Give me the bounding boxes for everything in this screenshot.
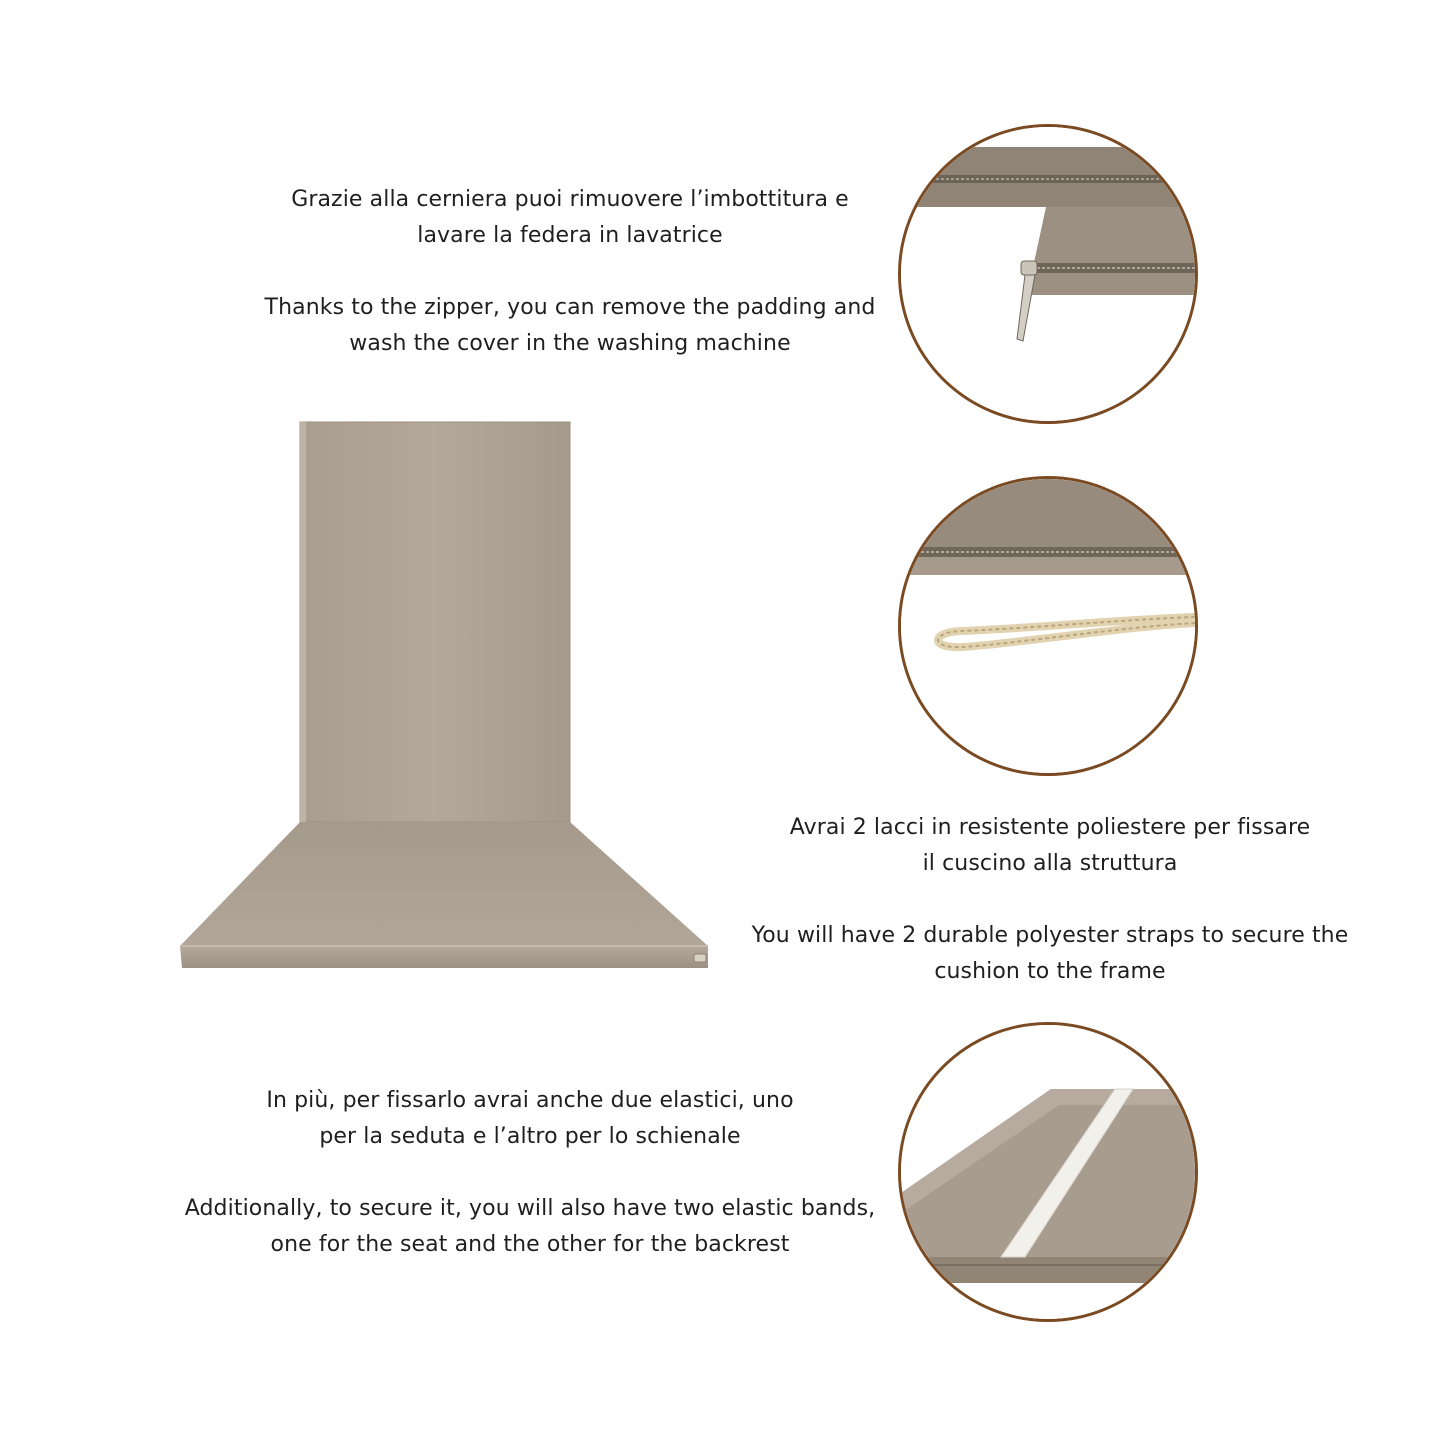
zipper-closeup-image bbox=[898, 124, 1198, 424]
lounger-cushion-image bbox=[178, 418, 718, 978]
zipper-italian-line2: lavare la federa in lavatrice bbox=[417, 223, 723, 248]
straps-english-line1: You will have 2 durable polyester straps to secure the bbox=[751, 923, 1349, 948]
zipper-english-line2: wash the cover in the washing machine bbox=[349, 331, 791, 356]
elastic-english-line1: Additionally, to secure it, you will also have two elastic bands, bbox=[184, 1196, 876, 1221]
straps-italian-line1: Avrai 2 lacci in resistente poliestere per fissare bbox=[789, 815, 1311, 840]
elastic-description bbox=[160, 1083, 900, 1263]
strap-closeup-image bbox=[898, 476, 1198, 776]
zipper-english-line1: Thanks to the zipper, you can remove the padding and bbox=[264, 295, 876, 320]
elastic-english-line2: one for the seat and the other for the backrest bbox=[270, 1232, 790, 1257]
straps-description bbox=[700, 810, 1400, 990]
zipper-italian-line1: Grazie alla cerniera puoi rimuovere l’imbottitura e bbox=[291, 187, 849, 212]
straps-italian-line2: il cuscino alla struttura bbox=[922, 851, 1178, 876]
elastic-italian-line2: per la seduta e l’altro per lo schienale bbox=[319, 1124, 741, 1149]
zipper-description bbox=[230, 182, 910, 362]
elastic-closeup-image bbox=[898, 1022, 1198, 1322]
elastic-italian-line1: In più, per fissarlo avrai anche due elastici, uno bbox=[266, 1088, 794, 1113]
straps-english-line2: cushion to the frame bbox=[934, 959, 1166, 984]
